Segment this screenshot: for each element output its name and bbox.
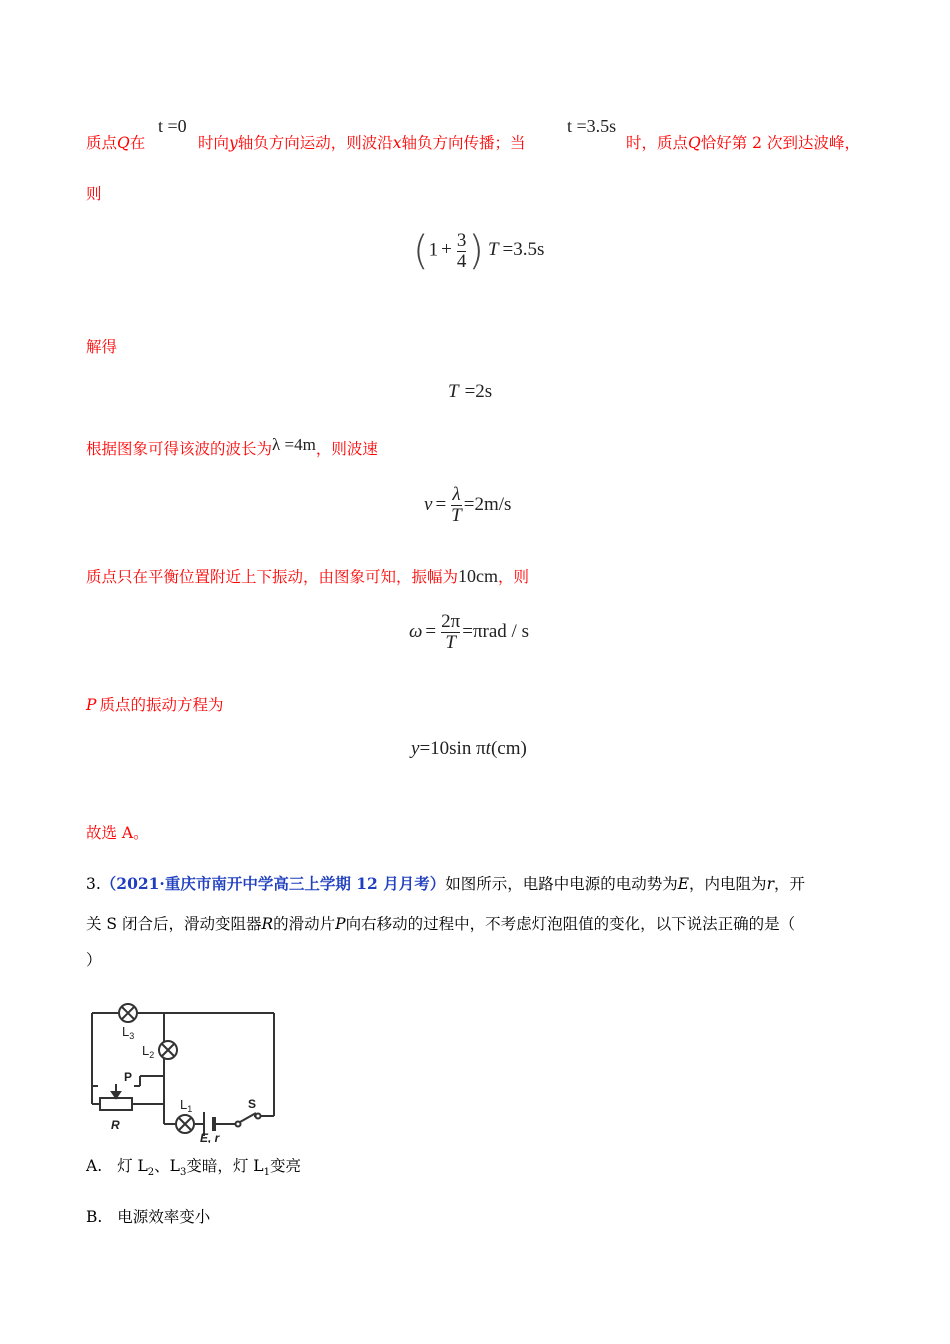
option-a: A. 灯 $L_2$、$L_3$变暗，灯 $L_1$变亮 — [86, 1157, 301, 1179]
equation-2: T =2s — [448, 381, 493, 402]
equation-1: (1 + $\frac{3}{4}$ ) T =3.5s — [413, 228, 545, 274]
rheostat-r — [100, 1084, 132, 1110]
text: 时向 — [198, 134, 230, 152]
label-r: R — [111, 1118, 120, 1132]
para-answer: 故选 A。 — [86, 824, 149, 842]
para-line-1b — [198, 131, 526, 153]
question-number: 3. — [86, 875, 101, 893]
lamp-l2 — [159, 1041, 177, 1059]
var-q: Q — [117, 134, 130, 152]
var-x: x — [392, 134, 402, 152]
equation-5: y=10sin πt(cm) — [411, 738, 527, 759]
text: 在 — [129, 134, 146, 152]
equation-4: ω = $\frac{2\pi}{T}$ =πrad / s — [409, 611, 529, 653]
lamp-l1 — [176, 1115, 194, 1133]
option-label: B. — [86, 1208, 103, 1226]
var-y: y — [229, 134, 238, 152]
switch-s — [236, 1113, 261, 1127]
question-3-line-2: 关 S 闭合后，滑动变阻器R的滑动片P向右移动的过程中，不考虑灯泡阻值的变化，以下说法正确的是（ — [86, 915, 796, 933]
para-wavelength: 根据图象可得该波的波长为λ =4m，则波速 — [86, 435, 378, 458]
option-label: A. — [86, 1157, 103, 1175]
para-line-1c — [626, 131, 860, 153]
math-t35: t =3.5s — [567, 116, 617, 136]
option-b: B. 电源效率变小 — [86, 1208, 211, 1226]
para-equation-intro: P 质点的振动方程为 — [86, 696, 224, 714]
para-line-2: 则 — [86, 185, 102, 203]
label-er: E, r — [200, 1131, 220, 1143]
para-amplitude: 质点只在平衡位置附近上下振动，由图象可知，振幅为10cm，则 — [86, 566, 530, 586]
para-solve: 解得 — [86, 338, 118, 356]
question-3-line-1: 3.（2021·重庆市南开中学高三上学期 12 月月考）如图所示，电路中电源的电动势为E，内电阻为r，开 — [86, 874, 805, 893]
circuit-diagram — [86, 998, 286, 1143]
label-l2: $L_2$ — [142, 1043, 155, 1060]
equation-3: v = $\frac{\lambda}{T}$ =2m/s — [424, 484, 512, 526]
text: 恰好第 2 次到达波峰， — [700, 134, 860, 152]
var-q: Q — [688, 134, 701, 152]
para-line-1 — [86, 131, 145, 153]
label-s: S — [248, 1097, 257, 1111]
label-p: P — [124, 1070, 133, 1084]
text: 时，质点 — [626, 134, 689, 152]
question-3-line-3: ） — [86, 951, 102, 969]
math-t0: t =0 — [158, 116, 187, 136]
text: 轴负方向运动，则波沿 — [237, 134, 393, 152]
text: 轴负方向传播；当 — [401, 134, 526, 152]
lamp-l3 — [119, 1004, 137, 1022]
label-l1: $L_1$ — [180, 1097, 193, 1114]
question-source: （2021·重庆市南开中学高三上学期 12 月月考） — [100, 874, 446, 893]
text: 质点 — [86, 134, 118, 152]
label-l3: $L_3$ — [122, 1024, 135, 1041]
